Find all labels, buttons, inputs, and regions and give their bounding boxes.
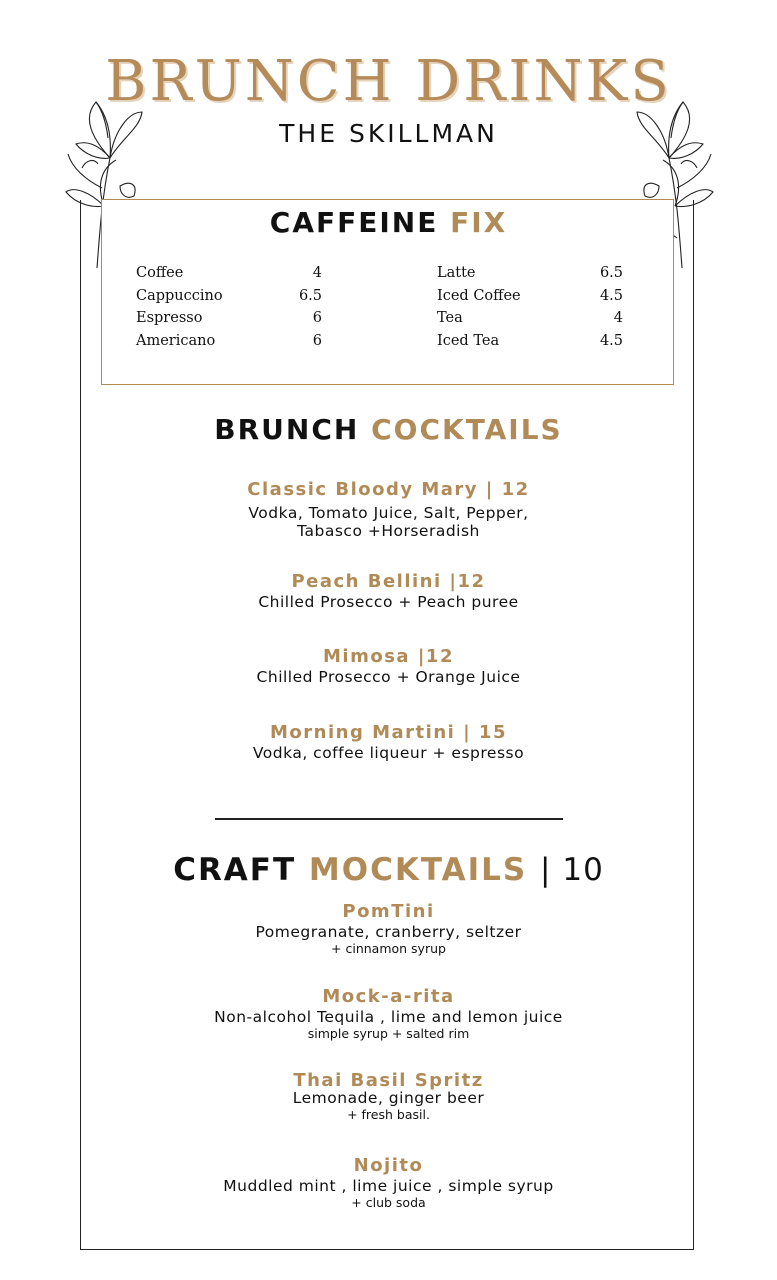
cocktail-desc: Chilled Prosecco + Peach puree (258, 593, 519, 611)
item-price: 6 (312, 332, 322, 349)
cocktail-item (0, 722, 777, 762)
item-price: 6 (312, 310, 322, 326)
item-price: 4.5 (599, 332, 623, 349)
cocktail-name: Mimosa |12 (323, 646, 454, 667)
item-name: Espresso (136, 310, 203, 326)
cocktail-desc: Vodka, coffee liqueur + espresso (252, 744, 525, 762)
caffeine-heading-a: CAFFEINE (269, 206, 439, 239)
caffeine-item (136, 262, 322, 285)
cocktail-desc: Vodka, Tomato Juice, Salt, Pepper, (248, 504, 529, 522)
mocktail-sub: + cinnamon syrup (331, 941, 446, 956)
caffeine-item (136, 330, 322, 353)
mocktail-desc: Lemonade, ginger beer (292, 1089, 485, 1107)
restaurant-name: THE SKILLMAN (279, 119, 498, 148)
cocktails-heading-b: COCKTAILS (371, 413, 563, 446)
mocktail-name: Mock-a-rita (322, 986, 455, 1007)
menu-title: BRUNCH DRINKS (105, 49, 672, 114)
item-price: 6.5 (599, 265, 623, 281)
caffeine-heading (0, 205, 777, 241)
cocktail-name: Classic Bloody Mary | 12 (247, 479, 530, 500)
cocktails-heading-a: BRUNCH (214, 413, 360, 446)
item-name: Iced Tea (437, 332, 500, 349)
mocktail-sub: simple syrup + salted rim (307, 1026, 470, 1041)
mocktail-item (0, 1070, 777, 1122)
item-name: Latte (437, 265, 476, 281)
mocktail-desc: Muddled mint , lime juice , simple syrup (223, 1177, 554, 1195)
mocktail-sub: + club soda (351, 1195, 426, 1210)
mocktail-item (0, 986, 777, 1041)
caffeine-heading-b: FIX (450, 206, 508, 239)
item-name: Cappuccino (136, 287, 223, 304)
caffeine-item (136, 285, 322, 308)
mocktail-sub: + fresh basil. (347, 1107, 430, 1122)
item-name: Iced Coffee (437, 287, 521, 304)
mocktails-heading-b: MOCKTAILS (308, 852, 528, 888)
mocktail-desc: Pomegranate, cranberry, seltzer (255, 923, 522, 941)
cocktail-name: Peach Bellini |12 (291, 571, 486, 592)
section-divider (215, 818, 563, 820)
mocktail-name: PomTini (342, 901, 435, 922)
caffeine-item (437, 285, 623, 308)
cocktail-name: Morning Martini | 15 (270, 722, 507, 743)
cocktail-desc: Tabasco +Horseradish (297, 522, 480, 540)
item-name: Americano (136, 332, 216, 349)
mocktail-item (0, 901, 777, 956)
mocktail-desc: Non-alcohol Tequila , lime and lemon juice (214, 1008, 563, 1026)
mocktails-price: | 10 (540, 852, 604, 888)
cocktail-item (0, 479, 777, 540)
item-price: 6.5 (298, 287, 322, 304)
item-name: Coffee (136, 265, 184, 281)
cocktail-item (0, 571, 777, 611)
caffeine-right-column (437, 262, 623, 352)
caffeine-left-column (136, 262, 322, 352)
cocktails-heading (0, 412, 777, 448)
mocktail-name: Nojito (353, 1155, 424, 1176)
cocktail-item (0, 646, 777, 686)
item-price: 4 (613, 310, 623, 326)
item-price: 4.5 (599, 287, 623, 304)
cocktail-desc: Chilled Prosecco + Orange Juice (256, 668, 521, 686)
item-price: 4 (312, 265, 322, 281)
mocktail-item (0, 1155, 777, 1210)
caffeine-item (437, 307, 623, 330)
mocktails-heading (0, 852, 777, 888)
mocktails-heading-a: CRAFT (173, 852, 297, 888)
mocktail-name: Thai Basil Spritz (293, 1070, 484, 1091)
caffeine-item (437, 262, 623, 285)
caffeine-item (437, 330, 623, 353)
caffeine-item (136, 307, 322, 330)
item-name: Tea (437, 310, 463, 326)
